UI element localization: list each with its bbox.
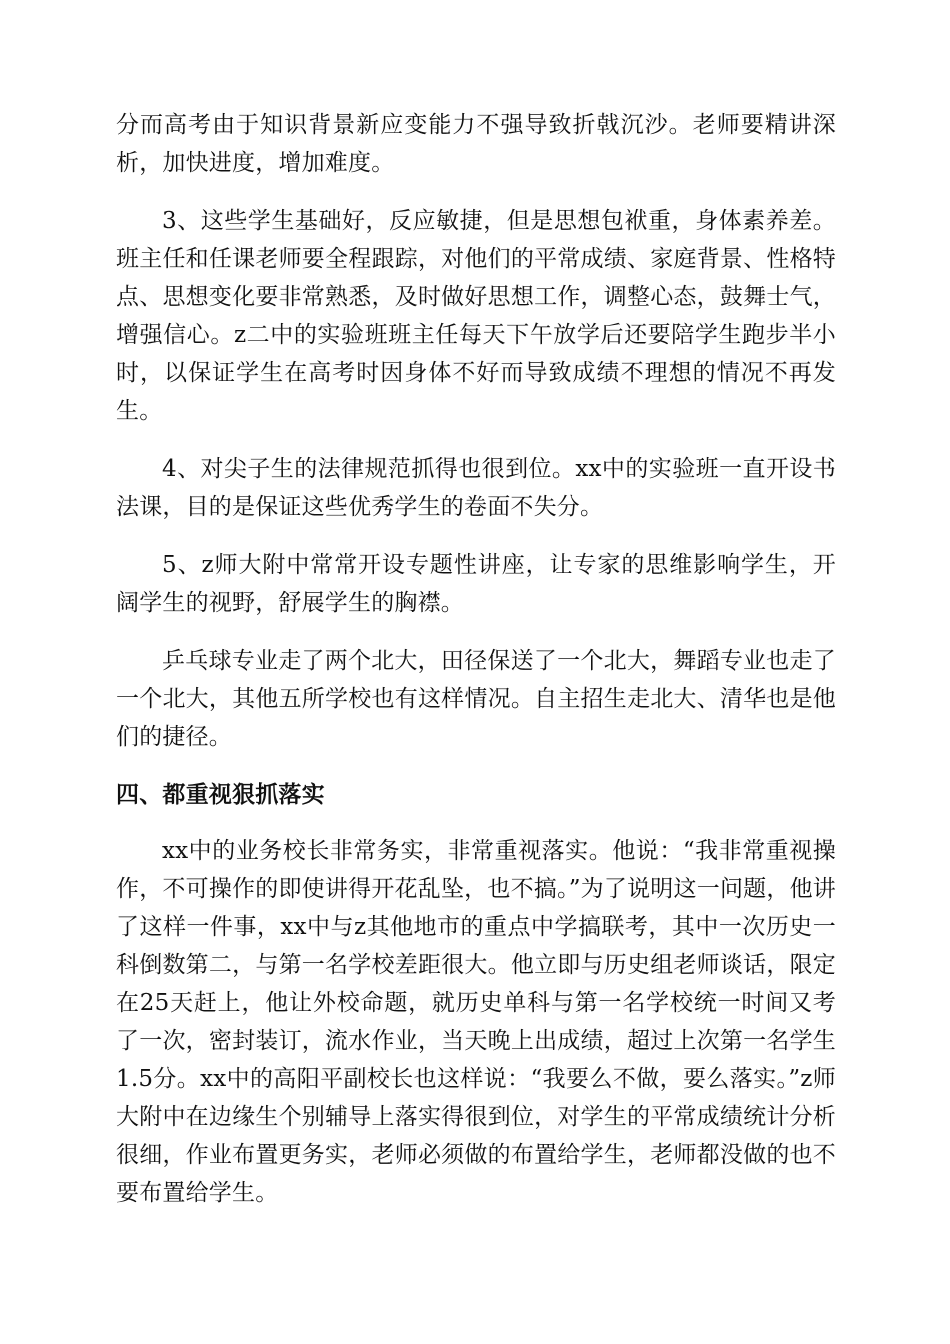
paragraph-continuation: 分而高考由于知识背景新应变能力不强导致折戟沉沙。老师要精讲深析，加快进度，增加难度。: [116, 112, 836, 176]
paragraph-item-4: 4、对尖子生的法律规范抓得也很到位。xx中的实验班一直开设书法课，目的是保证这些优秀学生的卷面不失分。: [116, 456, 836, 520]
document-body: [116, 106, 836, 1232]
paragraph-item-5: 5、z师大附中常常开设专题性讲座，让专家的思维影响学生，开阔学生的视野，舒展学生的胸襟。: [116, 552, 836, 616]
paragraph-item-3: 3、这些学生基础好，反应敏捷，但是思想包袱重，身体素养差。班主任和任课老师要全程跟踪，对他们的平常成绩、家庭背景、性格特点、思想变化要非常熟悉，及时做好思想工作，调整心态，鼓舞士气，增强信心。z二中的实验班班主任每天下午放学后还要陪学生跑步半小时，以保证学生在高考时因身体不好而导致成绩不理想的情况不再发生。: [116, 208, 836, 424]
paragraph-implementation: xx中的业务校长非常务实，非常重视落实。他说：“我非常重视操作，不可操作的即使讲得开花乱坠，也不搞。”为了说明这一问题，他讲了这样一件事，xx中与z其他地市的重点中学搞联考，其中一次历史一科倒数第二，与第一名学校差距很大。他立即与历史组老师谈话，限定在25天赶上，他让外校命题，就历史单科与第一名学校统一时间又考了一次，密封装订，流水作业，当天晚上出成绩，超过上次第一名学生1.5分。xx中的高阳平副校长也这样说：“我要么不做，要么落实。”z师大附中在边缘生个别辅导上落实得很到位，对学生的平常成绩统计分析很细，作业布置更务实，老师必须做的布置给学生，老师都没做的也不要布置给学生。: [116, 838, 836, 1206]
paragraph-sports: 乒乓球专业走了两个北大，田径保送了一个北大，舞蹈专业也走了一个北大，其他五所学校也有这样情况。自主招生走北大、清华也是他们的捷径。: [116, 648, 836, 750]
section-heading: 四、都重视狠抓落实: [116, 782, 325, 808]
